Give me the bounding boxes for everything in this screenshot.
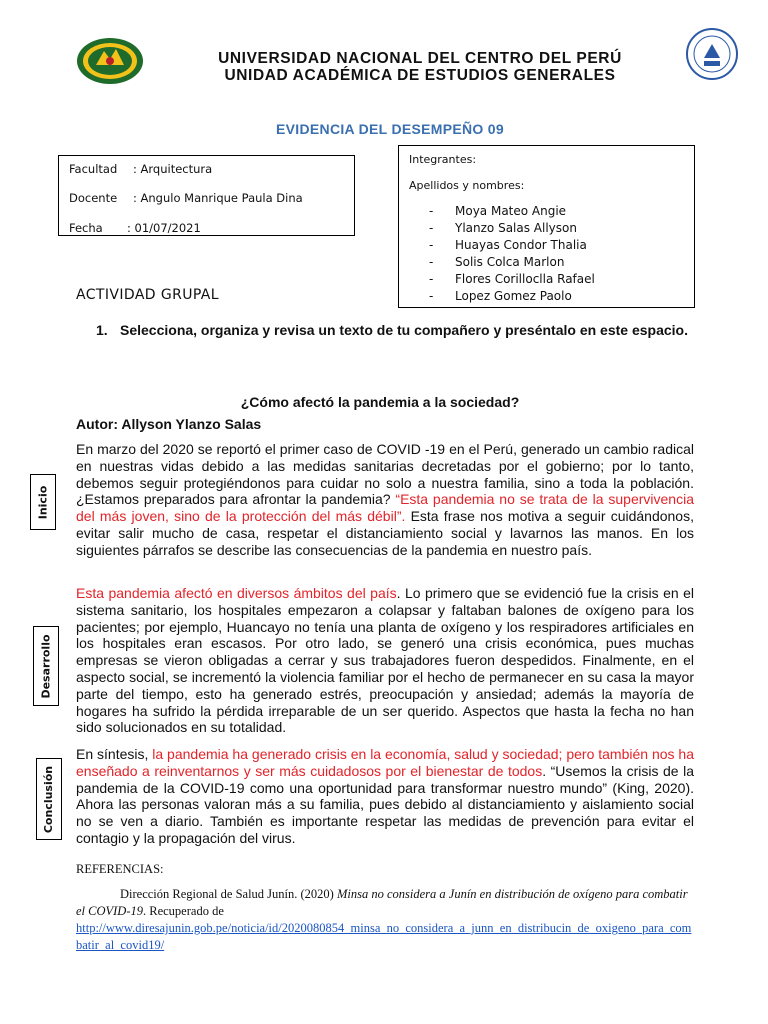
- paragraph-development: Esta pandemia afectó en diversos ámbitos del país. Lo primero que se evidenció fue la crisis en el sistema sanitario, los hospitales empezaron a colapsar y faltaban balones de oxígeno para los pacientes; por ejemplo, Huancayo no tenía una planta de oxígeno y los respiradores artificiales en los hospitales eran escasos. Por otro lado, se generó una crisis económica, pues muchas empresas se vieron obligadas a cerrar y sus trabajadores fueron despedidos. Finalmente, en el aspecto social, se incrementó la violencia familiar por el hecho de permanecer en su casa la mayor parte del tiempo, esto ha generado estrés, preocupación y ansiedad; además la mayoría de hogares ha sufrido la pérdida irreparable de un ser querido. Aspectos que hasta la fecha no han sido solucionados en su totalidad.: [76, 585, 694, 736]
- references-heading: REFERENCIAS:: [76, 862, 164, 876]
- members-sublabel: Apellidos y nombres:: [409, 179, 525, 192]
- member-item: - Moya Mateo Angie: [429, 204, 567, 218]
- faculty-value: : Arquitectura: [133, 162, 213, 176]
- date-value: : 01/07/2021: [127, 221, 201, 235]
- reference-entry: Dirección Regional de Salud Junín. (2020) Minsa no considera a Junín en distribución de oxígeno para combatir el COVID-19. Recuperado de http://www.diresajunin.gob.pe/noticia/id/2020080854_minsa_no_considera_a_junn_en_distribucin_de_oxigeno_para_combatir_al_covid19/: [76, 887, 692, 952]
- members-list: [429, 203, 595, 305]
- member-item: - Solis Colca Marlon: [429, 255, 565, 269]
- reference-title: Minsa no considera a Junín en distribución de oxígeno para combatir el COVID-19: [76, 887, 688, 918]
- essay-author: Autor: Allyson Ylanzo Salas: [76, 416, 262, 432]
- teacher-value: : Angulo Manrique Paula Dina: [133, 191, 303, 205]
- members-label: Integrantes:: [409, 153, 477, 166]
- university-name: UNIVERSIDAD NACIONAL DEL CENTRO DEL PERÚ: [218, 50, 622, 67]
- question-text: Selecciona, organiza y revisa un texto de tu compañero y preséntalo en este espacio.: [120, 322, 688, 338]
- teacher-row: [69, 191, 303, 205]
- university-header: [150, 50, 690, 84]
- faculty-row: [69, 162, 212, 176]
- course-info-box: [58, 155, 355, 236]
- date-label: Fecha: [69, 221, 103, 235]
- university-crest-logo: [76, 37, 144, 85]
- paragraph-conclusion: En síntesis, la pandemia ha generado crisis en la economía, salud y sociedad; pero también nos ha enseñado a reinventarnos y ser más cuidadosos por el bienestar de todos. “Usemos la crisis de la pandemia de la COVID-19 como una oportunidad para transformar nuestro mundo” (King, 2020). Ahora las personas valoran más a su familia, pues debido al distanciamiento y aislamiento social no se ven a diario. También es importante respetar las medidas de prevención para evitar el contagio y la propagación del virus.: [76, 746, 695, 846]
- uncp-seal-logo: [686, 28, 738, 80]
- highlighted-conclusion: la pandemia ha generado crisis en la economía, salud y sociedad; pero también nos ha enseñado a reinventarnos y ser más cuidadosos por el bienestar de todos: [76, 746, 694, 779]
- side-label-inicio: Inicio: [30, 474, 56, 530]
- paragraph-intro: En marzo del 2020 se reportó el primer caso de COVID -19 en el Perú, generado un cambio radical en nuestras vidas debido a las medidas sanitarias decretadas por el gobierno; por lo tanto, debemos seguir protegiéndonos para cuidar no solo a nuestra familia, sino a toda la población. ¿Estamos preparados para afrontar la pandemia? “Esta pandemia no se trata de la supervivencia del más joven, sino de la protección del más débil”. Esta frase nos motiva a seguir cuidándonos, evitar salir mucho de casa, respetar el distanciamiento social y lavarnos las manos. En los siguientes párrafos se describe las consecuencias de la pandemia en nuestro país.: [76, 441, 694, 558]
- member-item: - Ylanzo Salas Allyson: [429, 221, 577, 235]
- member-item: - Huayas Condor Thalia: [429, 238, 587, 252]
- date-row: [69, 221, 201, 235]
- teacher-label: Docente: [69, 191, 118, 205]
- question-item: [96, 318, 696, 343]
- highlighted-quote: “Esta pandemia no se trata de la supervivencia del más joven, sino de la protección del más débil”.: [76, 491, 694, 525]
- reference-link[interactable]: http://www.diresajunin.gob.pe/noticia/id/2020080854_minsa_no_considera_a_junn_en_distribucin_de_oxigeno_para_combatir_al_covid19/: [76, 921, 692, 952]
- side-label-conclusion: Conclusión: [36, 758, 62, 840]
- members-box: [398, 145, 695, 308]
- member-item: - Flores Corilloclla Rafael: [429, 272, 595, 286]
- highlighted-thesis: Esta pandemia afectó en diversos ámbitos del país: [76, 585, 397, 601]
- essay-title: ¿Cómo afectó la pandemia a la sociedad?: [240, 394, 520, 410]
- activity-heading: ACTIVIDAD GRUPAL: [76, 287, 219, 303]
- member-item: - Lopez Gomez Paolo: [429, 289, 572, 303]
- academic-unit-name: UNIDAD ACADÉMICA DE ESTUDIOS GENERALES: [224, 67, 616, 84]
- faculty-label: Facultad: [69, 162, 118, 176]
- question-number: 1.: [96, 322, 108, 338]
- evidence-title: EVIDENCIA DEL DESEMPEÑO 09: [276, 121, 504, 137]
- side-label-desarrollo: Desarrollo: [33, 626, 59, 706]
